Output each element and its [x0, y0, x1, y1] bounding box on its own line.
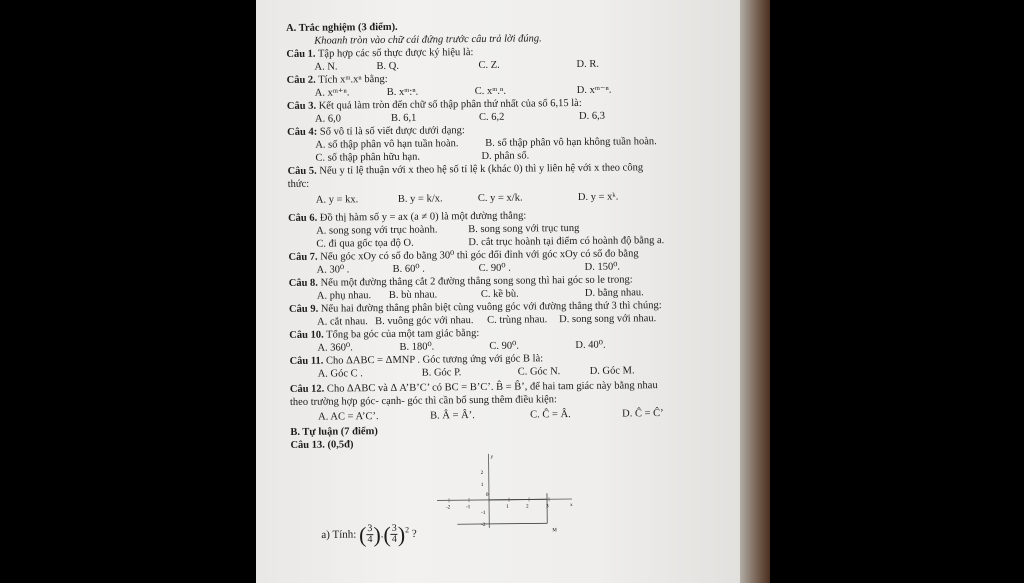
option-d[interactable]: D. Ĉ = Ĉ’ [622, 408, 664, 420]
question-13a: a) Tính: ( $\frac{3}{4}$ ).( $\frac{3}{4}$ )$^2$ ? [321, 521, 417, 548]
part-a-title: A. Trắc nghiệm (3 điểm). [286, 21, 398, 34]
option-c[interactable]: C. 90⁰ . [478, 262, 511, 274]
option-b[interactable]: B. 6,1 [390, 112, 417, 124]
right-letterbox [770, 0, 1024, 583]
option-d[interactable]: D. xᵐ⁻ⁿ. [576, 84, 612, 96]
question-label: Câu 2. [286, 74, 316, 86]
option-a[interactable]: A. phụ nhau. [316, 290, 372, 302]
option-d[interactable]: D. bằng nhau. [584, 287, 644, 299]
point-m-label: M [552, 528, 557, 534]
question-text: Đồ thị hàm số y = ax (a ≠ 0) là một đường thẳng: [319, 210, 527, 224]
question-12-text-cont: theo trường hợp góc- cạnh- góc thì cần bổ sung thêm điều kiện: [289, 394, 558, 408]
fraction-numerator: 3 [367, 522, 373, 534]
question-label: Câu 11. [289, 355, 324, 367]
option-b[interactable]: B. 180⁰. [399, 341, 435, 353]
y-tick-labels [481, 471, 486, 528]
x-tick-label: 3 [546, 504, 549, 510]
option-a[interactable]: A. y = kx. [315, 194, 359, 206]
coordinate-graph [426, 449, 577, 534]
question-text: Nếu một đường thẳng cắt 2 đường thẳng song song thì hai góc so le trong: [320, 274, 633, 289]
option-c[interactable]: C. 90⁰. [489, 340, 520, 352]
question-label: Câu 6. [288, 212, 318, 224]
dashed-projection [457, 523, 547, 524]
question-text: Nếu y tỉ lệ thuận với x theo hệ số tỉ lệ k (khác 0) thì y liên hệ với x theo công [319, 162, 644, 177]
x-tick-label: 1 [506, 504, 509, 510]
part-b-body [291, 447, 732, 562]
option-c[interactable]: C. 6,2 [478, 111, 505, 123]
question-label: Câu 7. [288, 251, 318, 263]
part-a-instruction: Khoanh tròn vào chữ cái đứng trước câu trả lời đúng. [314, 33, 542, 47]
question-text: Số vô tỉ là số viết được dưới dạng: [319, 125, 465, 138]
option-d[interactable]: D. phân số. [481, 150, 530, 162]
option-a[interactable]: A. AC = A’C’. [318, 411, 379, 423]
option-b[interactable]: B. song song với trục tung [468, 222, 580, 236]
open-paren: ( [358, 522, 367, 548]
segment-om [489, 499, 547, 500]
option-a[interactable]: A. N. [314, 61, 338, 73]
question-5-text-cont: thức: [287, 178, 310, 190]
y-axis [489, 454, 490, 528]
question-label: Câu 5. [287, 165, 317, 177]
y-tick-label: -2 [481, 522, 486, 528]
question-text: Nếu hai đường thẳng phân biệt cùng vuông góc với đường thẳng thứ 3 thì chúng: [320, 300, 662, 315]
option-b[interactable]: B. Q. [376, 60, 399, 73]
question-13a-suffix: ? [411, 527, 417, 540]
x-tick-labels [446, 492, 549, 510]
option-c[interactable]: C. kề bù. [480, 288, 519, 300]
y-axis-label: y [490, 454, 494, 460]
option-d[interactable]: D. song song với nhau. [559, 313, 657, 326]
option-b[interactable]: B. Â = Â’. [430, 410, 475, 422]
close-paren: ) [397, 521, 406, 547]
question-13-label: Câu 13. (0,5đ) [290, 439, 354, 451]
question-text: Tổng ba góc của một tam giác bằng: [326, 327, 480, 341]
option-a[interactable]: A. 360⁰. [317, 342, 353, 354]
left-letterbox [0, 0, 256, 583]
option-c[interactable]: C. y = x/k. [477, 192, 523, 205]
option-d[interactable]: D. 150⁰. [584, 261, 621, 273]
question-text: Tích xᵐ.xⁿ bằng: [318, 73, 388, 86]
option-d[interactable]: D. 6,3 [578, 110, 606, 122]
y-tick-label: 2 [480, 470, 484, 476]
x-tick-label: -2 [446, 505, 451, 511]
option-b[interactable]: B. 60⁰ . [392, 263, 425, 275]
option-c[interactable]: C. xᵐ.ⁿ. [474, 85, 506, 98]
option-a[interactable]: A. Góc C . [317, 368, 363, 380]
part-b-title: B. Tự luận (7 điểm) [290, 426, 378, 438]
option-d[interactable]: D. Góc M. [589, 365, 635, 377]
option-a[interactable]: A. cắt nhau. [317, 316, 368, 328]
question-label: Câu 1. [286, 48, 316, 60]
option-a[interactable]: A. 30⁰ . [316, 264, 350, 276]
option-a[interactable]: A. xᵐ⁺ⁿ. [314, 87, 350, 99]
question-13a-prefix: a) Tính: [321, 528, 357, 541]
close-paren: ) [373, 522, 381, 548]
option-b[interactable]: B. Góc P. [421, 367, 462, 379]
x-tick-label: 0 [485, 492, 489, 498]
option-d[interactable]: D. R. [576, 58, 599, 70]
option-c[interactable]: C. số thập phân hữu hạn. [315, 151, 421, 164]
option-b[interactable]: B. vuông góc với nhau. [375, 315, 474, 328]
y-tick-label: -1 [481, 510, 486, 516]
table-edge [738, 0, 770, 583]
x-tick-label: -1 [466, 505, 471, 511]
question-label: Câu 12. [289, 383, 325, 395]
question-label: Câu 8. [288, 277, 318, 289]
fraction-denominator: 4 [367, 534, 373, 546]
option-c[interactable]: C. Ĉ = Â. [530, 409, 571, 421]
option-b[interactable]: B. số thập phân vô hạn không tuần hoàn. [485, 136, 657, 149]
option-b[interactable]: B. bù nhau. [388, 289, 438, 301]
question-text: Cho ΔABC và Δ A’B’C’ có BC = B’C’. B̂ = B̂’, để hai tam giác này bằng nhau [326, 380, 658, 395]
question-text: Kết quả làm tròn đến chữ số thập phân thứ nhất của số 6,15 là: [318, 97, 582, 112]
option-b[interactable]: B. xᵐ:ⁿ. [386, 86, 419, 98]
y-tick-label: 1 [480, 482, 484, 488]
x-axis-label: x [570, 503, 573, 509]
exponent: 2 [405, 525, 410, 535]
option-a[interactable]: A. số thập phân vô hạn tuần hoàn. [315, 138, 459, 151]
option-c[interactable]: C. đi qua gốc tọa độ O. [316, 237, 414, 250]
option-c[interactable]: C. Góc N. [517, 366, 561, 378]
question-text: Cho ΔABC = ΔMNP . Góc tương ứng với góc B là: [325, 353, 544, 367]
exam-content [286, 17, 732, 562]
option-c[interactable]: C. Z. [478, 59, 500, 71]
question-text: Tập hợp các số thực được ký hiệu là: [317, 47, 474, 60]
option-c[interactable]: C. trùng nhau. [487, 314, 548, 326]
x-tick-label: 2 [526, 504, 529, 510]
option-d[interactable]: D. y = xᵏ. [577, 191, 619, 203]
fraction-denominator: 4 [391, 534, 397, 546]
option-b[interactable]: B. y = k/x. [397, 193, 443, 205]
question-label: Câu 9. [288, 303, 319, 315]
fraction-numerator: 3 [391, 522, 397, 534]
option-a[interactable]: A. song song với trục hoành. [316, 224, 438, 237]
option-d[interactable]: D. 40⁰. [575, 339, 606, 351]
question-label: Câu 3. [286, 100, 317, 112]
question-text: Nếu góc xOy có số đo bằng 30⁰ thì góc đối đỉnh với góc xOy có số đo bằng [320, 248, 639, 263]
option-a[interactable]: A. 6,0 [314, 113, 342, 125]
option-d[interactable]: D. cắt trục hoành tại điểm có hoành độ bằng a. [468, 235, 665, 249]
question-label: Câu 10. [289, 329, 324, 341]
open-paren: ( [383, 521, 391, 548]
exam-paper [256, 0, 740, 583]
question-label: Câu 4: [287, 126, 318, 138]
